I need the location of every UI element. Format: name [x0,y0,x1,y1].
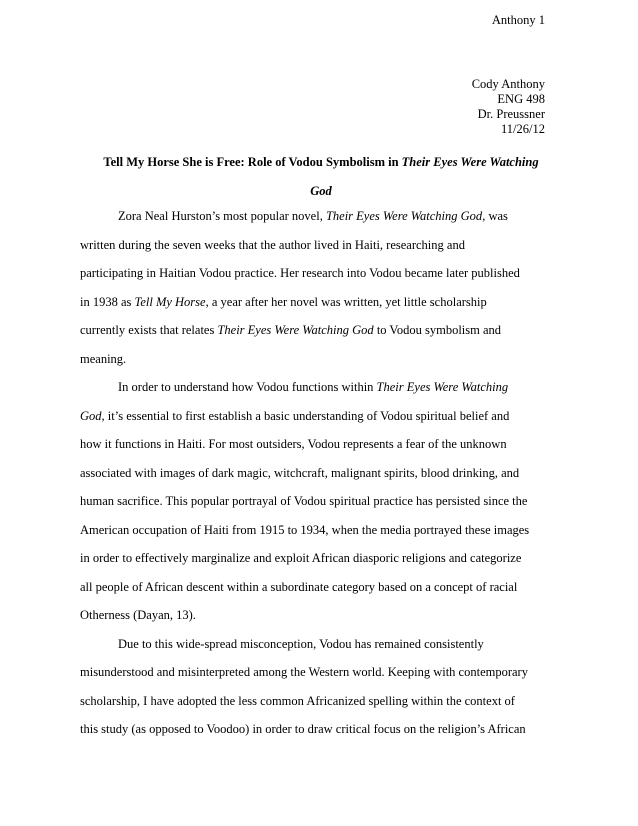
text-line: written during the seven weeks that the author lived in Haiti, researching and [80,237,465,252]
running-head: Anthony 1 [491,13,545,27]
text-line: misunderstood and misinterpreted among the Western world. Keeping with contemporary [80,665,528,679]
text-line: human sacrifice. This popular portrayal of Vodou spiritual practice has persisted since the [80,494,528,508]
instructor-name: Dr. Preussner [477,107,545,121]
text-line: Due to this wide-spread misconception, Vodou has remained consistently [118,636,484,651]
italic-run: Their Eyes Were Watching [376,380,509,394]
text-line: participating in Haitian Vodou practice. Her research into Vodou became later published [80,266,520,280]
title-italic-line-2: God [310,184,332,198]
title-part-1: Tell My Horse She is Free: Role of Vodou Symbolism in [103,155,402,169]
text-run: in 1938 as [80,294,135,309]
author-name: Cody Anthony [471,77,545,91]
text-line: meaning. [80,351,127,366]
text-run: , was [482,209,508,223]
italic-run: Their Eyes Were Watching God [217,323,374,337]
text-run: In order to understand how Vodou functions within [118,380,377,394]
paper-date: 11/26/12 [501,122,545,136]
text-line: all people of African descent within a subordinate category based on a concept of racial [80,579,518,594]
text-run: currently exists that relates [80,323,218,337]
italic-run: God [80,408,102,423]
title-italic: Their Eyes Were Watching [401,155,539,169]
text-run: to Vodou symbolism and [373,323,502,337]
italic-run: Tell My Horse [134,294,206,309]
text-line: Otherness (Dayan, 13). [80,608,196,622]
text-run: Zora Neal Hurston’s most popular novel, [118,209,326,223]
text-line [80,316,562,345]
text-line: how it functions in Haiti. For most outsiders, Vodou represents a fear of the unknown [80,437,507,451]
paper-title [80,148,562,206]
text-line [80,402,562,431]
italic-run: Their Eyes Were Watching God [325,209,483,223]
text-line [80,202,562,231]
text-line: scholarship, I have adopted the less common Africanized spelling within the context of [80,693,515,708]
text-line [80,288,562,317]
body-text [80,202,562,744]
text-line [80,373,562,402]
text-line: American occupation of Haiti from 1915 to 1934, when the media portrayed these images [80,522,530,537]
text-line: this study (as opposed to Voodoo) in order to draw critical focus on the religion’s African [80,722,526,736]
text-run: , a year after her novel was written, yet little scholarship [205,294,487,309]
text-line: in order to effectively marginalize and exploit African diasporic religions and categorize [80,551,522,565]
text-run: , it’s essential to first establish a basic understanding of Vodou spiritual belief and [101,408,510,423]
mla-heading [472,77,545,137]
text-line: associated with images of dark magic, witchcraft, malignant spirits, blood drinking, and [80,465,520,480]
course-name: ENG 498 [497,92,545,106]
